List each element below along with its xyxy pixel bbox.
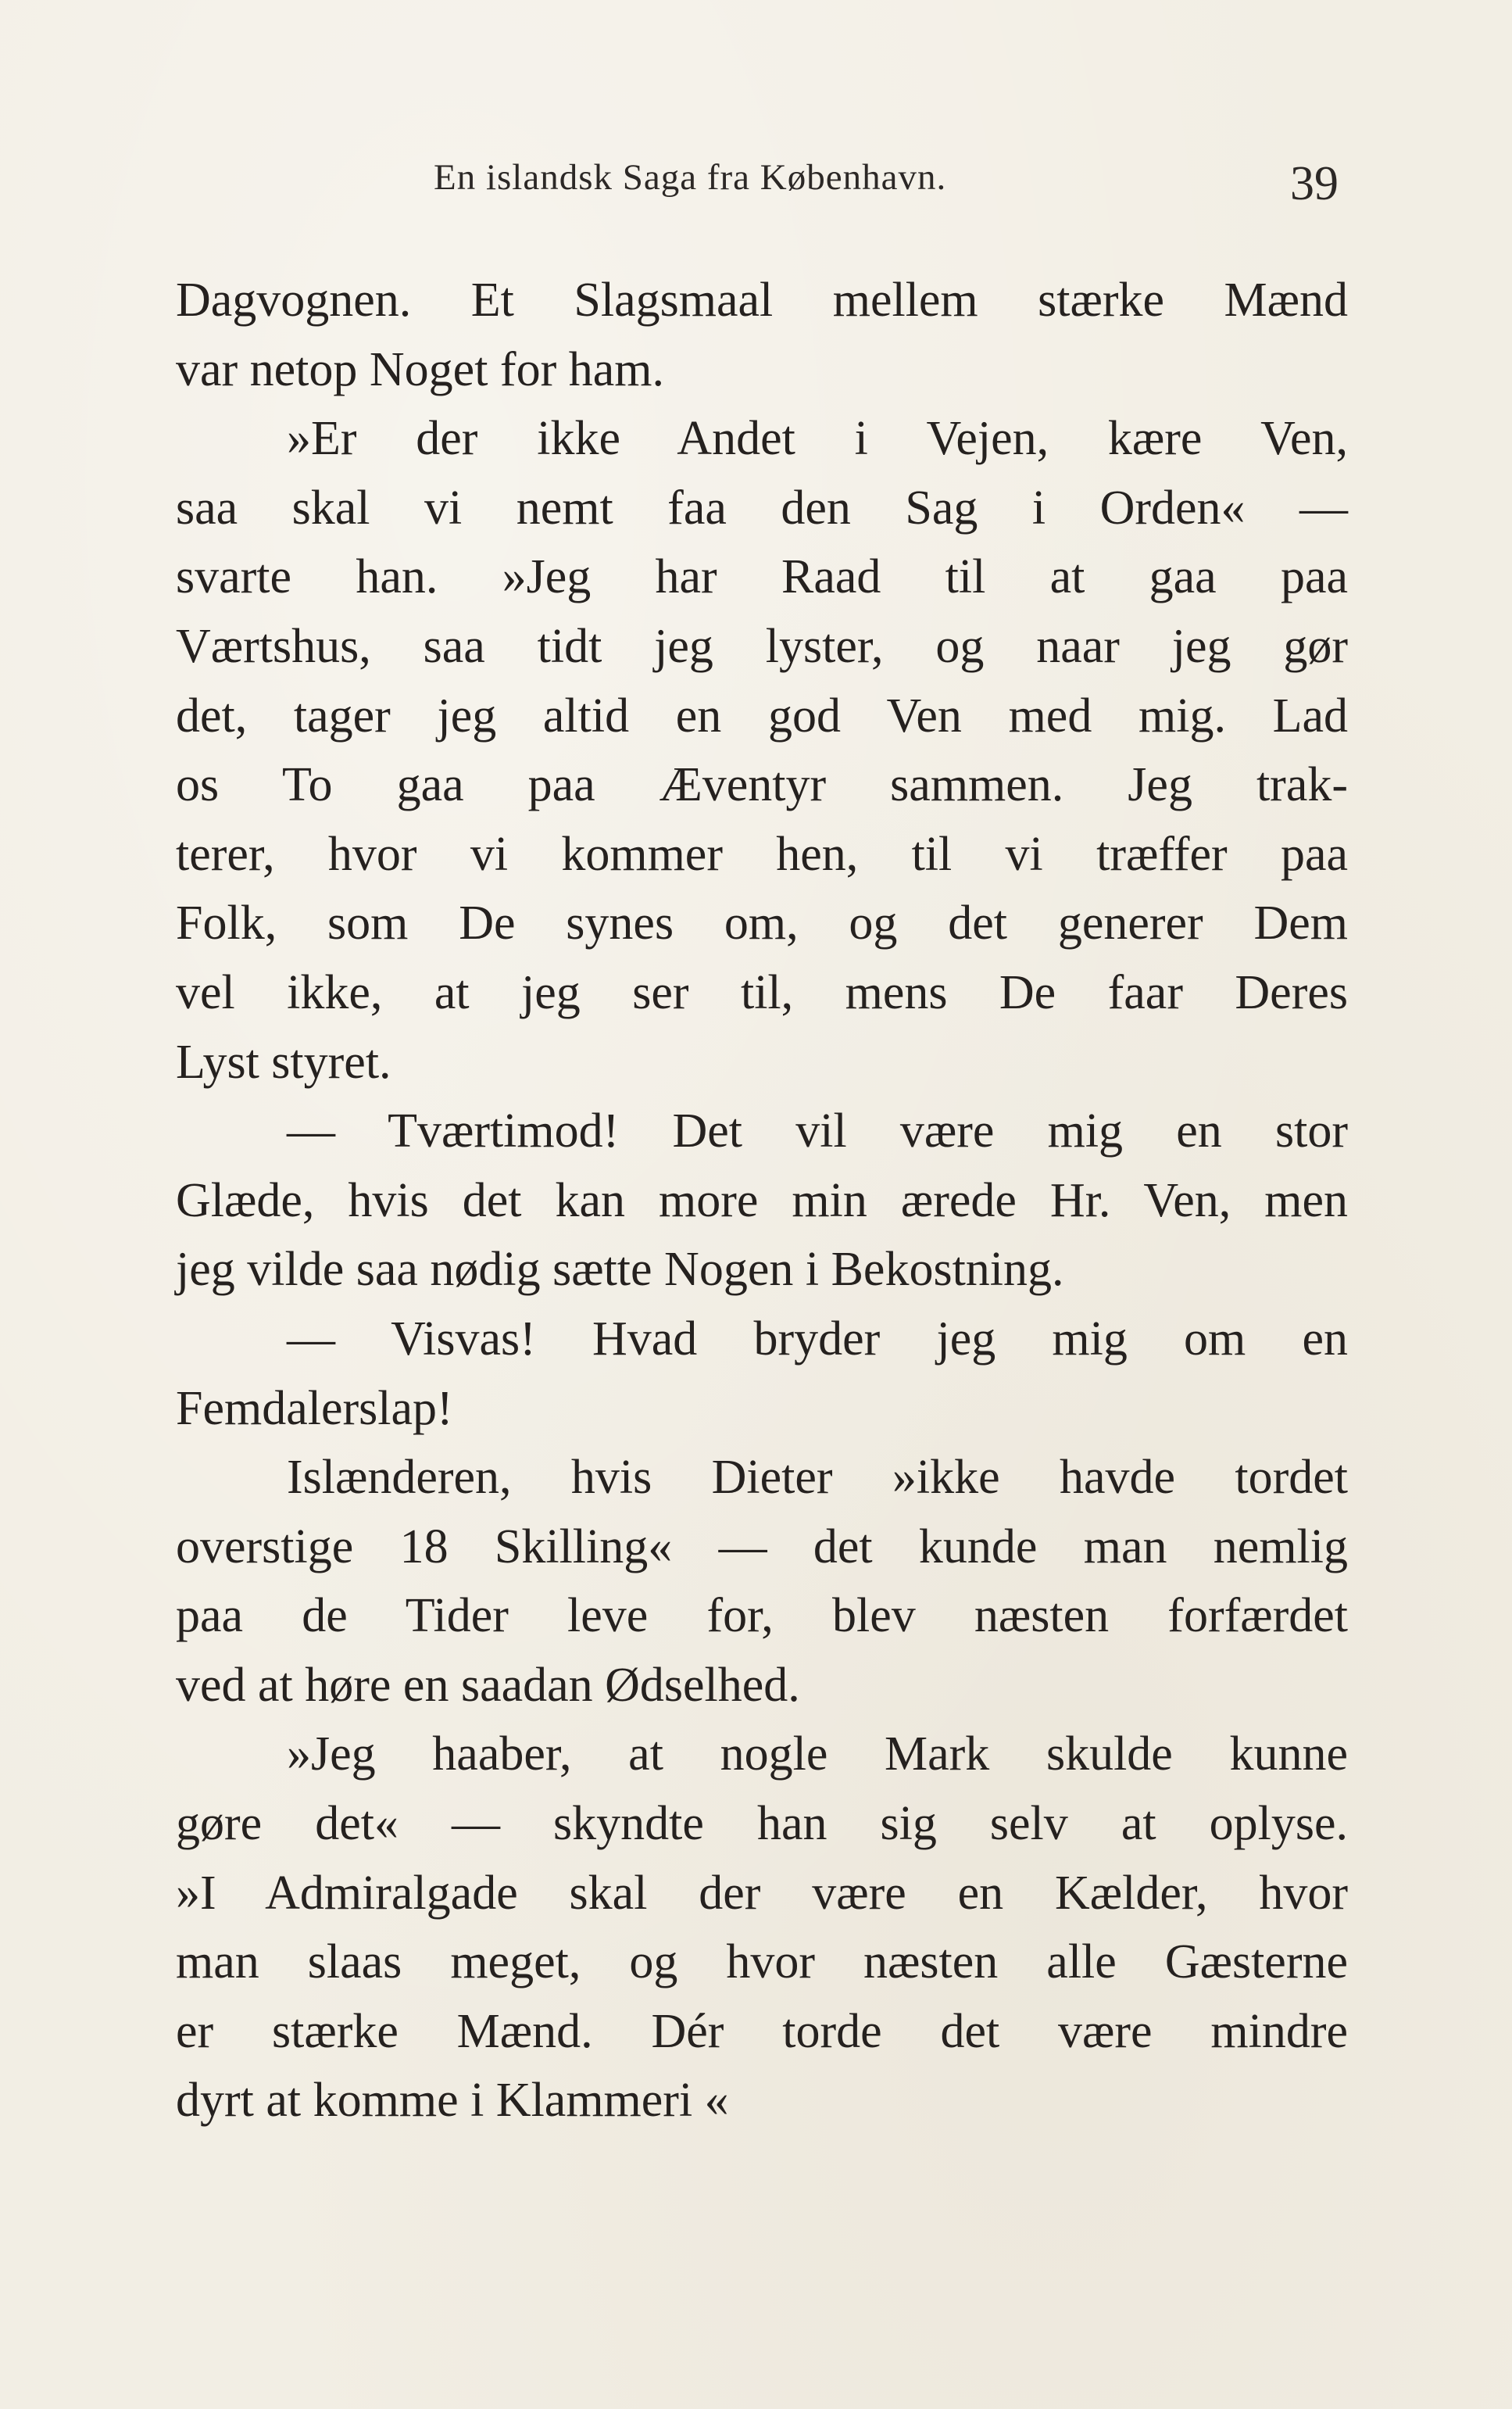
text-line: Glæde, hvis det kan more min ærede Hr. Ven, men <box>176 1173 1348 1227</box>
text-line: »I Admiralgade skal der være en Kælder, hvor <box>176 1866 1348 1920</box>
text-line: er stærke Mænd. Dér torde det være mindre <box>176 2004 1348 2058</box>
text-line: Værtshus, saa tidt jeg lyster, og naar jeg gør <box>176 619 1348 673</box>
body-text <box>176 266 1348 2135</box>
text-line: Lyst styret. <box>176 1035 391 1089</box>
text-line: var netop Noget for ham. <box>176 342 664 396</box>
text-line: dyrt at komme i Klammeri « <box>176 2074 729 2128</box>
text-line: »Jeg haaber, at nogle Mark skulde kunne <box>287 1727 1348 1781</box>
text-line: terer, hvor vi kommer hen, til vi træffer paa <box>176 827 1348 881</box>
text-line: man slaas meget, og hvor næsten alle Gæsterne <box>176 1935 1348 1989</box>
text-line: Folk, som De synes om, og det generer Dem <box>176 897 1348 950</box>
text-line: svarte han. »Jeg har Raad til at gaa paa <box>176 550 1348 604</box>
text-line: — Tværtimod! Det vil være mig en stor <box>287 1104 1348 1158</box>
text-line: Islænderen, hvis Dieter »ikke havde tordet <box>287 1451 1348 1505</box>
text-line: os To gaa paa Æventyr sammen. Jeg trak- <box>176 758 1348 812</box>
text-line: ved at høre en saadan Ødselhed. <box>176 1658 800 1712</box>
text-line: gøre det« — skyndte han sig selv at oplyse. <box>176 1797 1348 1851</box>
running-title: En islandsk Saga fra København. <box>434 157 947 198</box>
text-line: vel ikke, at jeg ser til, mens De faar Deres <box>176 965 1348 1019</box>
text-line: »Er der ikke Andet i Vejen, kære Ven, <box>287 412 1348 466</box>
text-line: jeg vilde saa nødig sætte Nogen i Bekostning. <box>176 1243 1064 1297</box>
text-line: Dagvognen. Et Slagsmaal mellem stærke Mænd <box>176 274 1348 327</box>
page-number: 39 <box>1290 157 1339 210</box>
text-line: paa de Tider leve for, blev næsten forfærdet <box>176 1589 1348 1643</box>
text-line: overstige 18 Skilling« — det kunde man nemlig <box>176 1519 1348 1573</box>
text-line: saa skal vi nemt faa den Sag i Orden« — <box>176 481 1348 535</box>
text-line: det, tager jeg altid en god Ven med mig. Lad <box>176 689 1348 743</box>
text-line: Femdalerslap! <box>176 1381 453 1435</box>
text-line: — Visvas! Hvad bryder jeg mig om en <box>287 1312 1348 1366</box>
